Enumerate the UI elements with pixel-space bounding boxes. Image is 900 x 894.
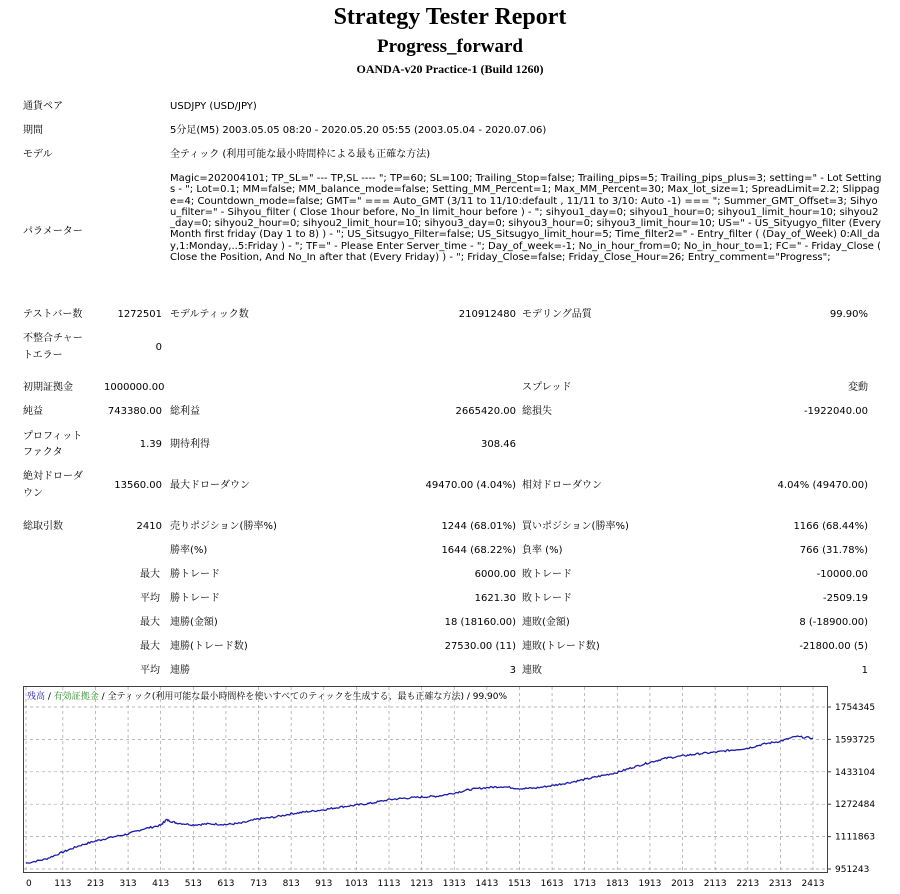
quality-value: 99.90%: [829, 309, 868, 320]
abs-drawdown-label-2: ウン: [23, 488, 43, 499]
legend-balance: 残高: [27, 692, 46, 702]
avg-win-value: 1621.30: [474, 593, 516, 604]
max-consec-wins-value: 18 (18160.00): [444, 617, 516, 628]
build-info: OANDA-v20 Practice-1 (Build 1260): [356, 62, 544, 76]
short-positions-label: 売りポジション(勝率%): [170, 521, 277, 532]
x-tick-label: 1113: [377, 879, 401, 889]
legend-sep-1: /: [45, 692, 54, 702]
largest-label: 最大: [140, 569, 160, 580]
ticks-value: 210912480: [458, 309, 516, 320]
net-profit-label: 純益: [23, 406, 43, 417]
max-consec-trades-label: 最大: [140, 641, 160, 652]
y-tick-label: 1433104: [835, 767, 876, 778]
x-tick-label: 0: [26, 879, 32, 889]
gross-loss-value: -1922040.00: [803, 406, 868, 417]
legend-sep-3: /: [463, 692, 473, 702]
ticks-label: モデルティック数: [170, 309, 249, 320]
win-rate-label: 勝率(%): [170, 545, 208, 556]
max-consec-losses-label: 連敗(金額): [522, 617, 570, 628]
x-tick-label: 2413: [801, 879, 825, 889]
avg-loss-value: -2509.19: [823, 593, 868, 604]
x-tick-label: 1213: [410, 879, 434, 889]
mismatch-value: 0: [155, 342, 162, 353]
report-title: Strategy Tester Report: [333, 4, 567, 30]
abs-drawdown-value: 13560.00: [114, 480, 162, 491]
spread-value: 変動: [848, 382, 868, 393]
win-rate-value: 1644 (68.22%): [441, 545, 516, 556]
profit-factor-value: 1.39: [139, 439, 162, 450]
period-value: 5分足(M5) 2003.05.05 08:20 - 2020.05.20 05:55 (2003.05.04 - 2020.07.06): [170, 125, 547, 136]
x-tick-label: 2213: [736, 879, 760, 889]
deposit-value: 1000000.00: [104, 382, 165, 393]
avg-consec-wins-value: 3: [509, 665, 516, 676]
x-tick-label: 1713: [573, 879, 597, 889]
max-consec-losses-value: 8 (-18900.00): [799, 617, 868, 628]
y-tick-label: 1111863: [835, 832, 876, 843]
chart-legend: [27, 690, 507, 702]
rel-drawdown-label: 相対ドローダウン: [522, 480, 602, 491]
x-tick-label: 1413: [475, 879, 499, 889]
mismatch-label-1: 不整合チャー: [23, 333, 83, 344]
y-tick-label: 1593725: [835, 735, 876, 746]
legend-model: 全ティック(利用可能な最小時間枠を使いすべてのティックを生成する、最も正確な方法): [107, 692, 464, 702]
long-positions-value: 1166 (68.44%): [793, 521, 868, 532]
max-consec-loss-value: -21800.00 (5): [799, 641, 868, 652]
long-positions-label: 買いポジション(勝率%): [522, 521, 629, 532]
average-label: 平均: [140, 593, 160, 604]
gross-loss-label: 総損失: [522, 406, 552, 417]
loss-rate-label: 負率 (%): [522, 545, 563, 556]
avg-win-label: 勝トレード: [170, 593, 220, 604]
x-tick-label: 313: [119, 879, 137, 889]
spread-label: スプレッド: [522, 382, 572, 393]
x-tick-label: 413: [152, 879, 170, 889]
params-value: Magic=202004101; TP_SL=" --- TP,SL ---- "; TP=60; SL=100; Trailing_Stop=false; Trailing_pips=5; Trailing_pips_plus=3; setting=" - Lot Settings - "; Lot=0.1; MM=false; MM_balance_mode=false; Setting_MM_Percent=1; Max_MM_Percent=30; Max_lot_size=1; SpreadLimit=2.2; Slippage=4; Countdown_mode=false; GMT=" === Auto_GMT (3/11 to 11/10:default , 11/11 to 3/10: Auto -1) === "; Summer_GMT_Offset=3; Sihyou_filter=" - Sihyou_filter ( Close 1hour before, No_In limit_hour before ) - "; sihyou1_day=0; sihyou1_hour=0; sihyou1_limit_hour=10; sihyou2_day=0; sihyou2_hour=0; sihyou2_limit_hour=10; sihyou3_day=0; sihyou3_hour=0; sihyou3_limit_hour=10; US=" - US_Sityugyo_filter (Every Month first friday (Day 1 to 8) ) - "; US_Sitsugyo_Filter=false; US_Sitsugyo_limit_hour=5; Time_filter2=" - Entry_filter ( (Day_of_Week) 0:All_day,1:Monday,..5:Friday ) - "; TF=" - Please Enter Server_time - "; Day_of_week=-1; No_in_hour_from=0; No_in_hour_to=1; FC=" - Friday_Close ( Close the Position, And No_In after that (Every Friday) ) - "; Friday_Close=false; Friday_Close_Hour=26; Entry_comment="Progress";: [170, 173, 882, 264]
x-tick-label: 713: [249, 879, 268, 889]
rel-drawdown-value: 4.04% (49470.00): [777, 480, 868, 491]
max-consec-loss-label: 連敗(トレード数): [522, 641, 600, 652]
y-tick-label: 1272484: [835, 800, 876, 811]
legend-quality: 99.90%: [472, 692, 508, 702]
expected-payoff-value: 308.46: [481, 439, 516, 450]
deposit-label: 初期証拠金: [23, 382, 73, 393]
x-tick-label: 813: [282, 879, 300, 889]
max-consec-wins-label: 連勝(金額): [170, 617, 218, 628]
expected-payoff-label: 期待利得: [170, 439, 210, 450]
report-subtitle: Progress_forward: [377, 36, 523, 57]
avg-loss-label: 敗トレード: [522, 593, 572, 604]
x-tick-label: 2113: [703, 879, 727, 889]
x-tick-label: 1313: [442, 879, 466, 889]
chart-frame: [24, 687, 828, 873]
y-tick-label: 1754345: [835, 703, 876, 713]
max-consec-profit-label: 連勝(トレード数): [170, 641, 248, 652]
net-profit-value: 743380.00: [107, 406, 162, 417]
symbol-label: 通貨ペア: [23, 101, 63, 112]
x-tick-label: 213: [86, 879, 105, 889]
largest-loss-value: -10000.00: [816, 569, 868, 580]
gross-profit-label: 総利益: [170, 406, 200, 417]
bars-value: 1272501: [117, 309, 162, 320]
y-axis-ticks: [827, 703, 875, 875]
max-consec-label: 最大: [140, 617, 160, 628]
avg-consec-wins-label: 連勝: [170, 665, 190, 676]
model-value: 全ティック (利用可能な最小時間枠による最も正確な方法): [170, 149, 431, 160]
short-positions-value: 1244 (68.01%): [441, 521, 516, 532]
abs-drawdown-label-1: 絶対ドローダ: [23, 471, 83, 482]
params-label: パラメーター: [23, 226, 83, 237]
loss-rate-value: 766 (31.78%): [799, 545, 868, 556]
y-tick-label: 951243: [835, 865, 870, 875]
total-trades-value: 2410: [136, 521, 162, 532]
avg-consec-label: 平均: [140, 665, 160, 676]
mismatch-label-2: トエラー: [23, 350, 63, 361]
max-consec-profit-value: 27530.00 (11): [444, 641, 516, 652]
x-tick-label: 2313: [768, 879, 792, 889]
balance-chart: [23, 686, 900, 894]
period-label: 期間: [23, 125, 43, 136]
max-drawdown-label: 最大ドローダウン: [170, 480, 250, 491]
largest-loss-label: 敗トレード: [522, 569, 572, 580]
x-tick-label: 1813: [605, 879, 629, 889]
quality-label: モデリング品質: [522, 309, 592, 320]
legend-equity: 有効証拠金: [53, 692, 99, 702]
x-tick-label: 1013: [344, 879, 368, 889]
bars-label: テストバー数: [23, 309, 83, 320]
symbol-value: USDJPY (USD/JPY): [170, 101, 257, 112]
profit-factor-label-1: プロフィット: [23, 431, 83, 442]
avg-consec-losses-label: 連敗: [522, 665, 542, 676]
x-tick-label: 1513: [508, 879, 531, 889]
profit-factor-label-2: ファクタ: [23, 447, 63, 458]
x-tick-label: 1913: [638, 879, 662, 889]
x-tick-label: 113: [54, 879, 72, 889]
avg-consec-losses-value: 1: [861, 665, 868, 676]
x-tick-label: 613: [217, 879, 235, 889]
max-drawdown-value: 49470.00 (4.04%): [425, 480, 516, 491]
total-trades-label: 総取引数: [23, 521, 63, 532]
largest-win-label: 勝トレード: [170, 569, 220, 580]
model-label: モデル: [23, 149, 53, 160]
gross-profit-value: 2665420.00: [455, 406, 516, 417]
x-tick-label: 913: [315, 879, 333, 889]
x-tick-label: 2013: [671, 879, 694, 889]
x-tick-label: 513: [184, 879, 202, 889]
largest-win-value: 6000.00: [474, 569, 516, 580]
legend-sep-2: /: [98, 692, 108, 702]
x-axis-ticks: [26, 879, 824, 889]
x-tick-label: 1613: [540, 879, 564, 889]
